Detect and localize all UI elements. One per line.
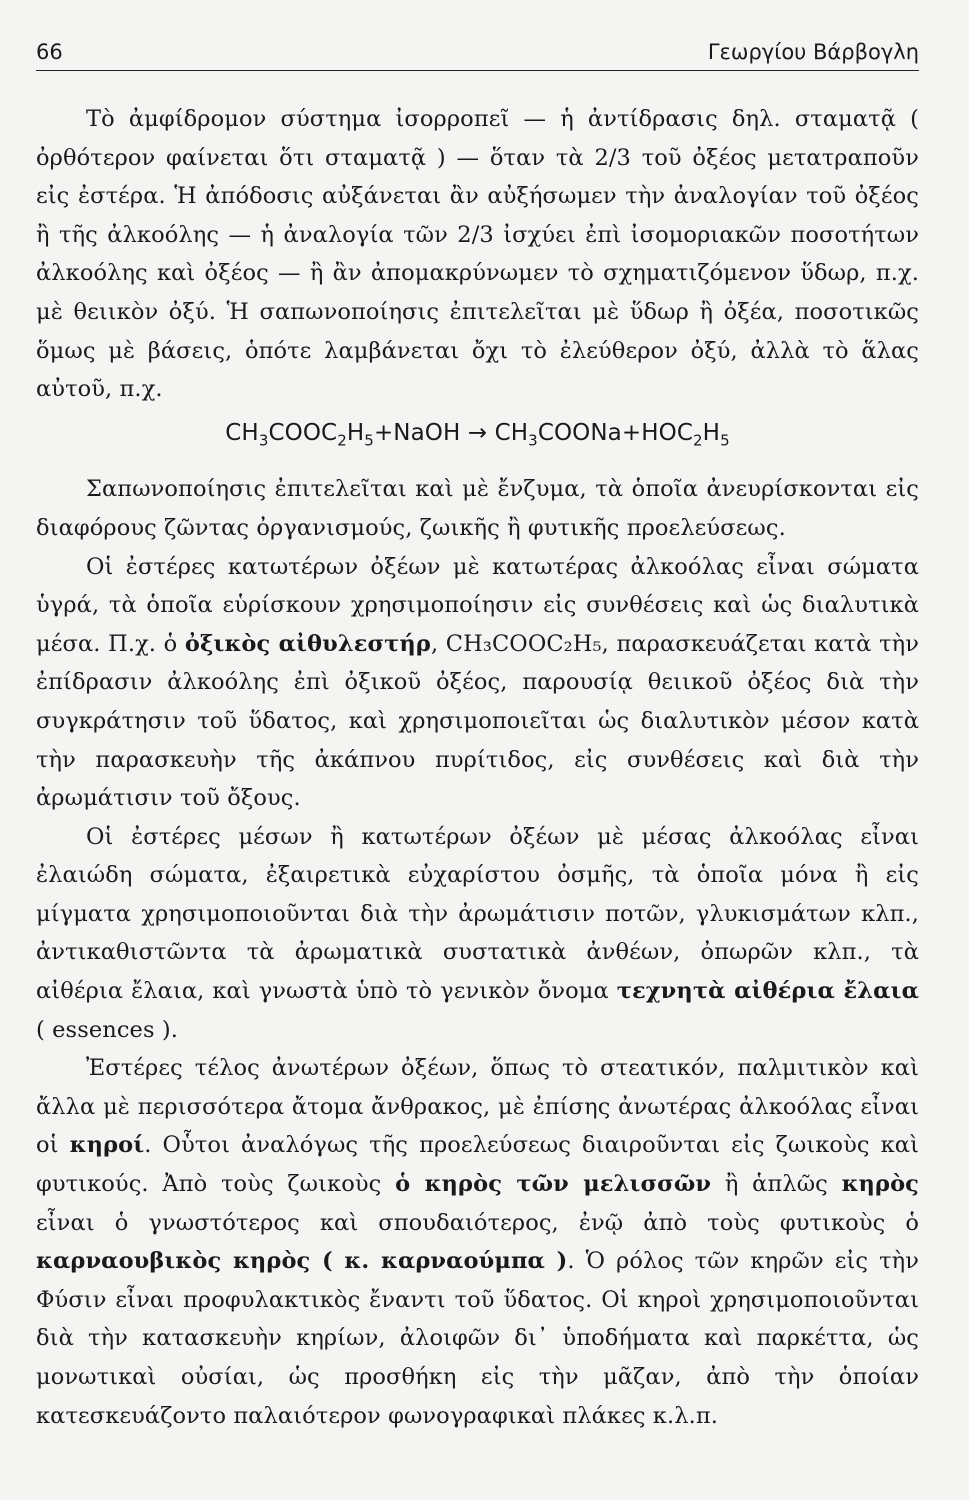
- saponification-equation: $CH_3COOC_2H_5+NaOH$ → $CH_3COONa+HOC_2H_5$: [225, 419, 730, 450]
- paragraph-waxes: Ἐστέρες τέλος ἀνωτέρων ὀξέων, ὅπως τὸ στεατικόν, παλμιτικὸν καὶ ἄλλα μὲ περισσότερα ἄτομα ἄνθρακος, μὲ ἐπίσης ἀνωτέρας ἀλκοόλας εἶναι οἱ κηροί. Οὗτοι ἀναλόγως τῆς προελεύσεως διαιροῦνται εἰς ζωικοὺς καὶ φυτικούς. Ἀπὸ τοὺς ζωικοὺς ὁ κηρὸς τῶν μελισσῶν ἢ ἁπλῶς κηρὸς εἶναι ὁ γνωστότερος καὶ σπουδαιότερος, ἐνῷ ἀπὸ τοὺς φυτικοὺς ὁ καρναουβικὸς κηρὸς ( κ. καρναούμπα ). Ὁ ρόλος τῶν κηρῶν εἰς τὴν Φύσιν εἶναι προφυλακτικὸς ἔναντι τοῦ ὕδατος. Οἱ κηροὶ χρησιμοποιοῦνται διὰ τὴν κατασκευὴν κηρίων, ἀλοιφῶν δι᾽ ὑποδήματα καὶ παρκέττα, ὡς μονωτικαὶ οὐσίαι, ὡς προσθήκη εἰς τὴν μᾶζαν, ἀπὸ τὴν ὁποίαν κατεσκευάζοντο παλαιότερον φωνογραφικαὶ πλάκες κ.λ.π.: [36, 1055, 919, 1429]
- running-title: Γεωργίου Βάρβογλη: [707, 40, 919, 64]
- paragraph-lower-esters: Οἱ ἐστέρες κατωτέρων ὀξέων μὲ κατωτέρας ἀλκοόλας εἶναι σώματα ὑγρά, τὰ ὁποῖα εὑρίσκουν χρησιμοποίησιν εἰς συνθέσεις καὶ ὡς διαλυτικὰ μέσα. Π.χ. ὁ ὀξικὸς αἰθυλεστήρ, CH₃COOC₂H₅, παρασκευάζεται κατὰ τὴν ἐπίδρασιν ἀλκοόλης ἐπὶ ὀξικοῦ ὀξέος, παρουσίᾳ θειικοῦ ὀξέος διὰ τὴν συγκράτησιν τοῦ ὕδατος, καὶ χρησιμοποιεῖται ὡς διαλυτικὸν μέσον κατὰ τὴν παρασκευὴν τῆς ἀκάπνου πυρίτιδος, εἰς συνθέσεις καὶ διὰ τὴν ἀρωμάτισιν τοῦ ὄξους.: [36, 553, 919, 812]
- page-number: 66: [36, 40, 63, 64]
- page-header: [36, 32, 919, 71]
- term-wax: κηρὸς: [841, 1171, 919, 1198]
- paragraph-middle-esters: Οἱ ἐστέρες μέσων ἢ κατωτέρων ὀξέων μὲ μέσας ἀλκοόλας εἶναι ἐλαιώδη σώματα, ἐξαιρετικὰ εὐχαρίστου ὀσμῆς, τὰ ὁποῖα μόνα ἢ εἰς μίγματα χρησιμοποιοῦνται διὰ τὴν ἀρωμάτισιν ποτῶν, γλυκισμάτων κλπ., ἀντικαθιστῶντα τὰ ἀρωματικὰ συστατικὰ ἀνθέων, ὀπωρῶν κλπ., τὰ αἰθέρια ἔλαια, καὶ γνωστὰ ὑπὸ τὸ γενικὸν ὄνομα τεχνητὰ αἰθέρια ἔλαια ( essences ).: [36, 823, 919, 1043]
- paragraph-equilibrium: Τὸ ἀμφίδρομον σύστημα ἰσορροπεῖ — ἡ ἀντίδρασις δηλ. σταματᾷ ( ὀρθότερον φαίνεται ὅτι σταματᾷ ) — ὅταν τὰ 2/3 τοῦ ὀξέος μετατραποῦν εἰς ἐστέρα. Ἡ ἀπόδοσις αὐξάνεται ἂν αὐξήσωμεν τὴν ἀναλογίαν τοῦ ὀξέος ἢ τῆς ἀλκοόλης — ἡ ἀναλογία τῶν 2/3 ἰσχύει ἐπὶ ἰσομοριακῶν ποσοτήτων ἀλκοόλης καὶ ὀξέος — ἢ ἂν ἀπομακρύνωμεν τὸ σχηματιζόμενον ὕδωρ, π.χ. μὲ θειικὸν ὀξύ. Ἡ σαπωνοποίησις ἐπιτελεῖται μὲ ὕδωρ ἢ ὀξέα, ποσοτικῶς ὅμως μὲ βάσεις, ὁπότε λαμβάνεται ὄχι τὸ ἐλεύθερον ὀξύ, ἀλλὰ τὸ ἅλας αὐτοῦ, π.χ.: [36, 106, 919, 403]
- term-ethyl-acetate: ὀξικὸς αἰθυλεστήρ: [184, 630, 431, 657]
- paragraph-enzymes: Σαπωνοποίησις ἐπιτελεῖται καὶ μὲ ἔνζυμα, τὰ ὁποῖα ἀνευρίσκονται εἰς διαφόρους ζῶντας ὀργανισμούς, ζωικῆς ἢ φυτικῆς προελεύσεως.: [36, 476, 919, 541]
- term-beeswax: ὁ κηρὸς τῶν μελισσῶν: [395, 1171, 712, 1198]
- term-waxes: κηροί: [69, 1132, 145, 1159]
- page-body: [36, 100, 919, 1435]
- term-artificial-essential-oils: τεχνητὰ αἰθέρια ἔλαια: [616, 978, 919, 1005]
- term-carnauba-wax: καρναουβικὸς κηρὸς ( κ. καρναούμπα ): [36, 1248, 568, 1275]
